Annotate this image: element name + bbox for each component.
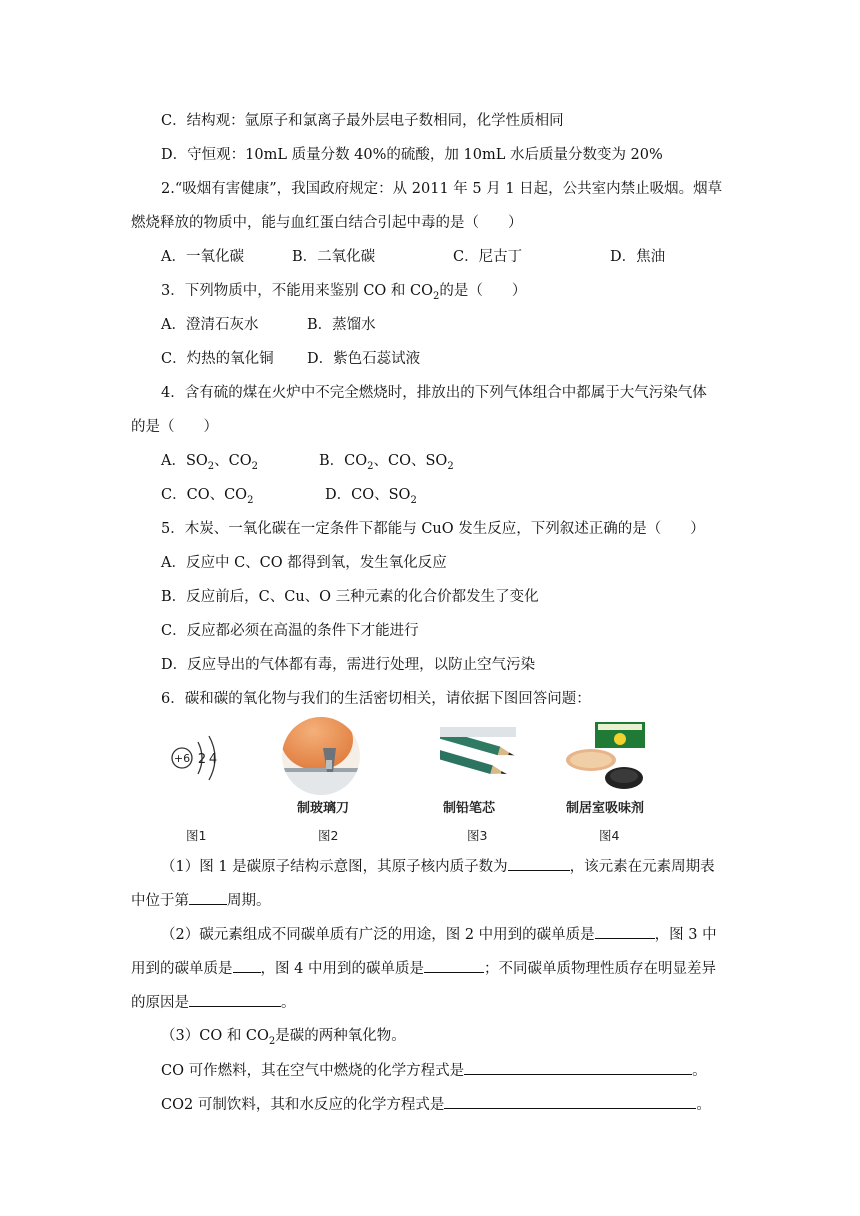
co-equation-end: 。 xyxy=(692,1063,707,1079)
q4-stem-line1: 4．含有硫的煤在火炉中不完全燃烧时，排放出的下列气体组合中都属于大气污染气体 xyxy=(161,385,707,401)
option-d-line: D．守恒观：10mL 质量分数 40%的硫酸，加 10mL 水后质量分数变为 20% xyxy=(161,147,663,163)
q4-d-sub: 2 xyxy=(410,494,417,506)
q4-option-a xyxy=(161,451,258,477)
q5-option-c: C．反应都必须在高温的条件下才能进行 xyxy=(161,623,419,639)
subq2-text-b: ，图 3 中 xyxy=(654,927,717,943)
figure-2-caption: 制玻璃刀 xyxy=(297,801,350,816)
co2-equation-text: CO2 可制饮料，其和水反应的化学方程式是 xyxy=(161,1097,445,1113)
co-equation-blank[interactable] xyxy=(464,1060,692,1075)
subq2-text-g: 。 xyxy=(281,995,296,1011)
q5-option-b: B．反应前后，C、Cu、O 三种元素的化合价都发生了变化 xyxy=(161,589,539,605)
co2-equation-end: 。 xyxy=(696,1097,711,1113)
figure-4-label: 图4 xyxy=(599,828,620,843)
figure-1-label: 图1 xyxy=(186,828,207,843)
q3-stem xyxy=(161,281,526,307)
subq2-text-a: （2）碳元素组成不同碳单质有广泛的用途，图 2 中用到的碳单质是 xyxy=(161,927,595,943)
q3-stem-text: 3．下列物质中，不能用来鉴别 CO 和 CO xyxy=(161,283,434,299)
nucleus-charge: +6 xyxy=(173,752,191,765)
subq2-line2 xyxy=(131,958,716,979)
q2-option-a: A．一氧化碳 xyxy=(161,249,244,265)
figure-4-caption: 制居室吸味剂 xyxy=(566,801,645,816)
q2-option-c: C．尼古丁 xyxy=(453,249,523,265)
q2-option-b: B．二氧化碳 xyxy=(292,249,376,265)
glass-cutter-image xyxy=(281,716,361,796)
q4-a-sub2: 2 xyxy=(251,460,259,472)
shell-2-count: 4 xyxy=(208,752,218,767)
subq1-text-d: 周期。 xyxy=(227,893,271,909)
subq1-line2 xyxy=(131,890,271,911)
q3-subscript: 2 xyxy=(433,290,440,302)
subq3-text-end: 是碳的两种氧化物。 xyxy=(275,1028,406,1044)
deodorant-product-image xyxy=(566,720,650,792)
carbon-atom-diagram xyxy=(165,728,240,788)
q2-option-d: D．焦油 xyxy=(610,249,666,265)
subq1-answer-blank-1[interactable] xyxy=(508,856,570,871)
q4-a-mid: 、CO xyxy=(214,453,252,469)
figure-2-label: 图2 xyxy=(318,828,339,843)
co-equation-text: CO 可作燃料，其在空气中燃烧的化学方程式是 xyxy=(161,1063,465,1079)
q4-c-sub: 2 xyxy=(247,494,254,506)
shell-1-count: 2 xyxy=(197,752,207,767)
subq2-line1 xyxy=(161,924,717,945)
q6-stem: 6．碳和碳的氧化物与我们的生活密切相关，请依据下图回答问题： xyxy=(161,691,591,707)
q3-option-c: C．灼热的氧化铜 xyxy=(161,351,274,367)
q3-stem-end: 的是（ ） xyxy=(439,283,527,299)
q3-option-a: A．澄清石灰水 xyxy=(161,317,259,333)
q4-d-text: D．CO、SO xyxy=(325,487,411,503)
co2-equation-line xyxy=(161,1094,711,1115)
subq2-text-c: 用到的碳单质是 xyxy=(131,961,233,977)
subq3-text: （3）CO 和 CO xyxy=(161,1028,269,1044)
q4-b-mid: 、CO、SO xyxy=(373,453,448,469)
subq2-answer-blank-1[interactable] xyxy=(595,924,655,939)
q3-option-d: D．紫色石蕊试液 xyxy=(307,351,421,367)
figure-3-label: 图3 xyxy=(467,828,488,843)
q5-option-d: D．反应导出的气体都有毒，需进行处理，以防止空气污染 xyxy=(161,657,536,673)
subq2-text-d: ，图 4 中用到的碳单质是 xyxy=(260,961,424,977)
q4-option-d xyxy=(325,485,417,511)
subq1-text-a: （1）图 1 是碳原子结构示意图，其原子核内质子数为 xyxy=(161,859,508,875)
q2-stem-line1: 2.“吸烟有害健康”，我国政府规定：从 2011 年 5 月 1 日起，公共室内禁止吸烟。烟草 xyxy=(161,181,723,197)
co-equation-line xyxy=(161,1060,707,1081)
q4-stem-line2: 的是（ ） xyxy=(131,419,218,435)
subq1-line1 xyxy=(161,856,715,877)
pencil-image xyxy=(440,727,516,791)
q4-option-b xyxy=(319,451,454,477)
subq3-subscript: 2 xyxy=(268,1035,276,1047)
q4-option-c xyxy=(161,485,253,511)
q4-c-text: C．CO、CO xyxy=(161,487,248,503)
subq2-answer-blank-2[interactable] xyxy=(233,958,261,973)
subq2-line3 xyxy=(131,992,296,1013)
subq1-text-b: ，该元素在元素周期表 xyxy=(569,859,715,875)
q4-b-sub2: 2 xyxy=(447,460,454,472)
q4-b-text: B．CO xyxy=(319,453,368,469)
q3-option-b: B．蒸馏水 xyxy=(307,317,376,333)
q4-a-text: A．SO xyxy=(161,453,208,469)
subq1-answer-blank-2[interactable] xyxy=(189,890,227,905)
option-c-line: C．结构观：氩原子和氯离子最外层电子数相同，化学性质相同 xyxy=(161,113,564,129)
figure-3-caption: 制铅笔芯 xyxy=(443,801,496,816)
subq2-text-e: ；不同碳单质物理性质存在明显差异 xyxy=(483,961,716,977)
subq1-text-c: 中位于第 xyxy=(131,893,189,909)
subq3-line xyxy=(161,1026,406,1052)
co2-equation-blank[interactable] xyxy=(444,1094,696,1109)
q5-stem: 5．木炭、一氧化碳在一定条件下都能与 CuO 发生反应，下列叙述正确的是（ ） xyxy=(161,521,705,537)
subq2-text-f: 的原因是 xyxy=(131,995,189,1011)
subq2-answer-blank-4[interactable] xyxy=(189,992,281,1007)
q4-b-sub1: 2 xyxy=(367,460,374,472)
q4-a-sub1: 2 xyxy=(207,460,215,472)
q2-stem-line2: 燃烧释放的物质中，能与血红蛋白结合引起中毒的是（ ） xyxy=(131,215,523,231)
subq2-answer-blank-3[interactable] xyxy=(424,958,484,973)
q5-option-a: A．反应中 C、CO 都得到氧，发生氧化反应 xyxy=(161,555,447,571)
